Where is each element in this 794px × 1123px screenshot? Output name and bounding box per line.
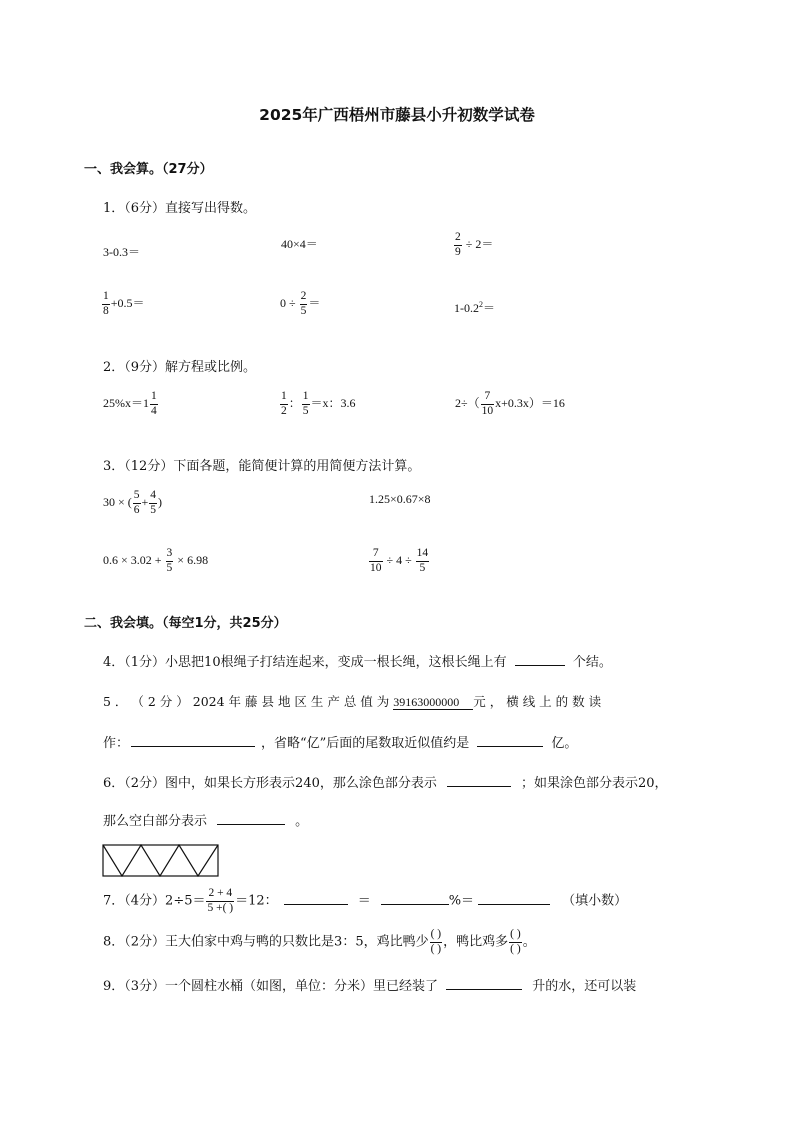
q9 [103, 975, 636, 994]
expr-tail: ＝ [308, 295, 321, 310]
q9-text-end: 升的水，还可以装 [532, 979, 637, 994]
q7-hint: （填小数） [562, 893, 628, 909]
answer-blank[interactable] [515, 653, 565, 666]
q5-text-end: 元 ， 横 线 上 的 数 读 [473, 694, 602, 709]
answer-blank[interactable] [446, 977, 522, 990]
q2-equation-a [103, 390, 159, 418]
denominator: 10 [370, 561, 382, 574]
q5-text: 5 ． （ 2 分 ） 2024 年 藤 县 地 区 生 产 总 值 为 [103, 694, 390, 709]
page-title: 2025年广西梧州市藤县小升初数学试卷 [259, 106, 535, 124]
denominator: 5 [150, 503, 157, 516]
expr-head: 30 × ( [103, 494, 132, 509]
expr-tail: × 6.98 [177, 552, 209, 567]
numerator: 4 [149, 489, 157, 504]
q8-text-mid: ，鸭比鸡多 [443, 934, 509, 950]
q6-line-1 [103, 772, 668, 791]
expr-head: 0 ÷ [280, 295, 296, 310]
q1-expr-6 [454, 299, 495, 316]
expr-head: 2÷（ [455, 395, 480, 410]
denominator: 5 [166, 561, 173, 574]
expr-head: 25%x＝1 [103, 395, 149, 410]
answer-blank[interactable] [447, 774, 511, 787]
numerator: 2 [454, 231, 462, 246]
q1-expr-2: 40×4＝ [281, 237, 318, 251]
q6-text-end: 。 [295, 814, 309, 829]
numerator: 3 [166, 547, 174, 562]
q6-text-2: 那么空白部分表示 [103, 814, 208, 829]
q2-stem: 2．（9分）解方程或比例。 [103, 360, 257, 375]
q7 [103, 887, 627, 915]
expr-mid: ÷ 4 ÷ [386, 552, 412, 567]
q8-text-end: 。 [522, 934, 536, 950]
q1-expr-1: 3-0.3＝ [103, 245, 140, 259]
answer-blank[interactable] [477, 734, 543, 747]
q5-line-1 [103, 692, 601, 710]
numerator: 14 [416, 547, 430, 562]
exponent: 2 [479, 300, 483, 309]
q2-equation-c [455, 390, 565, 418]
section-2-heading: 二、我会填。（每空1分，共25分） [84, 616, 287, 631]
section-1-heading: 一、我会算。（27分） [84, 162, 213, 177]
q2-equation-b [279, 390, 356, 418]
numerator: 1 [150, 390, 158, 405]
numerator: 1 [102, 290, 110, 305]
q6-text: 6．（2分）图中，如果长方形表示240，那么涂色部分表示 [103, 776, 437, 791]
q3-expr-b: 1.25×0.67×8 [369, 492, 431, 506]
denominator: 5 [300, 304, 307, 317]
denominator: 5 +( ) [207, 901, 234, 914]
answer-blank[interactable] [478, 892, 550, 905]
plus-sign: + [141, 494, 149, 509]
expr-tail: ＝x：3.6 [310, 395, 356, 410]
q1-expr-5 [280, 290, 320, 318]
expr-head: 1-0.2 [454, 301, 479, 315]
numerator: 2 [300, 290, 308, 305]
q7-head: 7．（4分）2÷5＝ [103, 893, 206, 909]
percent-equals: %＝ [448, 893, 475, 909]
expr-tail: ÷ 2＝ [465, 236, 494, 251]
zigzag-triangles [103, 845, 218, 876]
denominator: 4 [151, 404, 157, 417]
q4-text-end: 个结。 [572, 655, 612, 670]
numerator: 1 [302, 390, 310, 405]
q4 [103, 651, 612, 670]
q8 [103, 928, 536, 956]
q8-text: 8．（2分）王大伯家中鸡与鸭的只数比是3：5，鸡比鸭少 [103, 934, 429, 950]
denominator: 9 [455, 245, 461, 258]
numerator: 7 [481, 390, 495, 405]
q5-approx-label: ，省略“亿”后面的尾数取近似值约是 [261, 736, 470, 751]
numerator-blank[interactable]: ( ) [430, 928, 443, 943]
q6-text-mid: ；如果涂色部分表示20， [521, 776, 668, 791]
denominator-blank[interactable]: ( ) [430, 942, 442, 955]
answer-blank[interactable] [284, 892, 348, 905]
gdp-value: 39163000000 [393, 695, 473, 710]
denominator: 5 [419, 561, 426, 574]
q5-line-2 [103, 732, 577, 751]
numerator: 1 [280, 390, 288, 405]
q5-read-label: 作： [103, 736, 130, 751]
q3-stem: 3．（12分）下面各题，能简便计算的用简便方法计算。 [103, 459, 421, 474]
numerator: 7 [369, 547, 383, 562]
q3-expr-a [103, 489, 162, 517]
numerator: 5 [133, 489, 141, 504]
denominator-blank[interactable]: ( ) [510, 942, 521, 955]
q1-expr-4 [101, 290, 145, 318]
answer-blank[interactable] [131, 734, 255, 747]
ratio-colon: ： [288, 395, 301, 410]
denominator: 10 [481, 404, 494, 417]
denominator: 5 [302, 404, 309, 417]
expr-tail: ＝ [483, 301, 496, 315]
q9-text: 9．（3分）一个圆柱水桶（如图，单位：分米）里已经装了 [103, 979, 439, 994]
q3-expr-c [103, 547, 208, 575]
equals-sign: ＝ [357, 893, 371, 909]
q1-expr-3 [453, 231, 493, 259]
numerator: 2 + 4 [206, 887, 234, 902]
q7-mid: ＝12： [235, 893, 278, 909]
expr-head: 0.6 × 3.02 + [103, 552, 162, 567]
answer-blank[interactable] [381, 892, 449, 905]
q6-line-2 [103, 810, 308, 829]
expr-tail: +0.5＝ [110, 295, 145, 310]
triangles-rectangle-figure [102, 844, 220, 878]
denominator: 6 [133, 503, 140, 516]
denominator: 2 [281, 404, 287, 417]
denominator: 8 [103, 304, 109, 317]
expr-tail: ) [158, 494, 163, 509]
q3-expr-d [368, 547, 430, 575]
q4-text: 4．（1分）小思把10根绳子打结连起来，变成一根长绳，这根长绳上有 [103, 655, 507, 670]
answer-blank[interactable] [217, 812, 285, 825]
q5-unit: 亿。 [551, 736, 578, 751]
numerator-blank[interactable]: ( ) [509, 928, 522, 943]
expr-tail: x+0.3x）＝16 [495, 395, 565, 410]
q1-stem: 1．（6分）直接写出得数。 [103, 201, 257, 216]
